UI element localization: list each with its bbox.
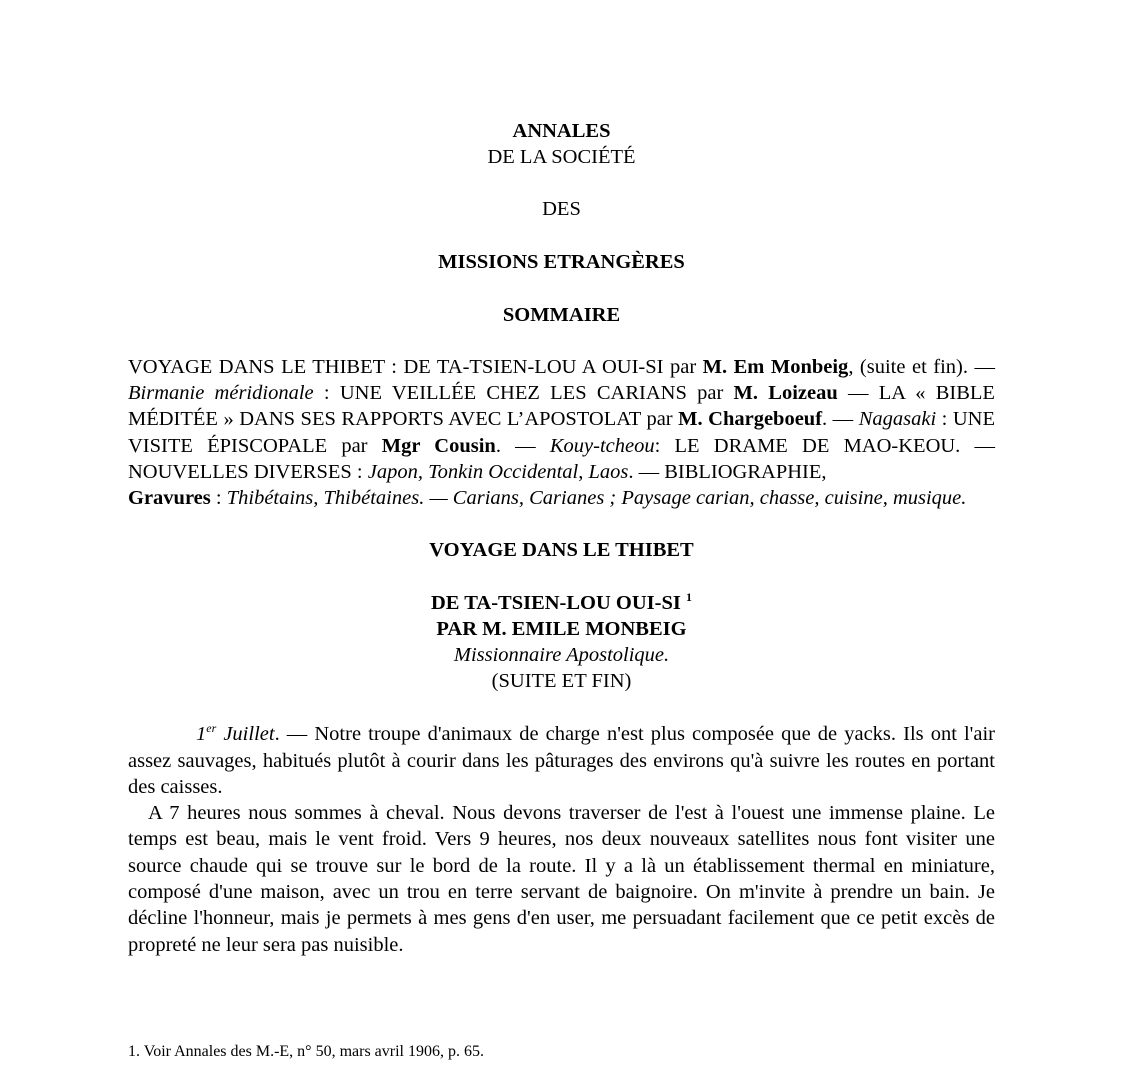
document-page xyxy=(128,116,995,958)
article-author-role: Missionnaire Apostolique. xyxy=(453,644,670,667)
summary-place: Kouy-tcheou xyxy=(549,434,655,457)
sommaire-heading: SOMMAIRE xyxy=(502,304,621,326)
entry-date xyxy=(196,723,275,745)
summary-place: Nagasaki xyxy=(858,408,937,431)
summary-text: VOYAGE DANS LE THIBET : DE TA-TSIEN-LOU A OUI-SI par xyxy=(128,356,703,378)
header-annales: ANNALES xyxy=(512,120,611,142)
summary-text: — LA « BIBLE MÉDITÉE » DANS SES RAPPORTS AVEC L’APOSTOLAT par xyxy=(128,382,995,431)
gravures-separator: : xyxy=(210,487,227,510)
entry-date-month: Juillet xyxy=(216,723,275,746)
summary-text: , xyxy=(578,460,589,483)
summary-place: Japon, Tonkin Occidental xyxy=(367,460,579,483)
summary-text: : UNE VISITE ÉPISCOPALE par xyxy=(128,408,995,457)
summary-text: , (suite et fin). — xyxy=(848,356,995,378)
header-missions-etrangeres: MISSIONS ETRANGÈRES xyxy=(438,251,685,273)
summary-text: . — xyxy=(495,434,550,457)
summary-author: M. Em Monbeig xyxy=(702,356,849,378)
summary-author: Mgr Cousin xyxy=(381,434,496,457)
article-body xyxy=(128,721,995,958)
header-des: DES xyxy=(542,198,581,220)
entry-date-day: 1 xyxy=(196,723,207,746)
article-author: PAR M. EMILE MONBEIG xyxy=(436,618,687,641)
summary-place: Laos xyxy=(588,460,629,483)
gravures-list: Thibétains, Thibétaines. — Carians, Carianes ; Paysage carian, chasse, cuisine, musique. xyxy=(226,487,967,510)
footnote-reference[interactable]: 1 xyxy=(685,590,692,605)
body-paragraph-1-text: . — Notre troupe d'animaux de charge n'est plus composée que de yacks. Ils ont l'air assez sauvages, habitués plutôt à courir dans les pâturages des environs qu'à suivre les routes en portant des caisses. xyxy=(128,723,996,798)
summary-author: M. Chargeboeuf xyxy=(678,408,823,431)
summary-text: : LE DRAME DE MAO-KEOU. — NOUVELLES DIVERSES : xyxy=(128,434,996,483)
article-subtitle-text: DE TA-TSIEN-LOU OUI-SI xyxy=(431,592,681,615)
body-paragraph-1 xyxy=(128,721,995,800)
entry-date-suffix: er xyxy=(206,721,217,736)
article-continuation: (SUITE ET FIN) xyxy=(491,670,632,693)
footnote: 1. Voir Annales des M.-E, n° 50, mars avril 1906, p. 65. xyxy=(128,1043,484,1060)
summary-author: M. Loizeau xyxy=(733,382,838,405)
summary-text: . — BIBLIOGRAPHIE, xyxy=(628,460,827,483)
body-paragraph-2: A 7 heures nous sommes à cheval. Nous devons traverser de l'est à l'ouest une immense plaine. Le temps est beau, mais le vent froid. Vers 9 heures, nos deux nouveaux satellites nous font visiter une source chaude qui se trouve sur le bord de la route. Il y a là un établissement thermal en miniature, composé d'une maison, avec un trou en terre servant de baignoire. On m'invite à prendre un bain. Je décline l'honneur, mais je permets à mes gens d'en user, me persuadant facilement que ce petit excès de propreté ne leur sera pas nuisible. xyxy=(128,802,995,956)
summary-paragraph xyxy=(128,354,995,511)
gravures-label: Gravures xyxy=(128,487,211,510)
article-subtitle xyxy=(128,590,995,616)
summary-place: Birmanie méridionale xyxy=(128,382,314,405)
summary-text: : UNE VEILLÉE CHEZ LES CARIANS par xyxy=(313,382,734,405)
article-title: VOYAGE DANS LE THIBET xyxy=(429,539,694,562)
header-de-la-societe: DE LA SOCIÉTÉ xyxy=(487,146,636,168)
summary-text: . — xyxy=(822,408,859,431)
